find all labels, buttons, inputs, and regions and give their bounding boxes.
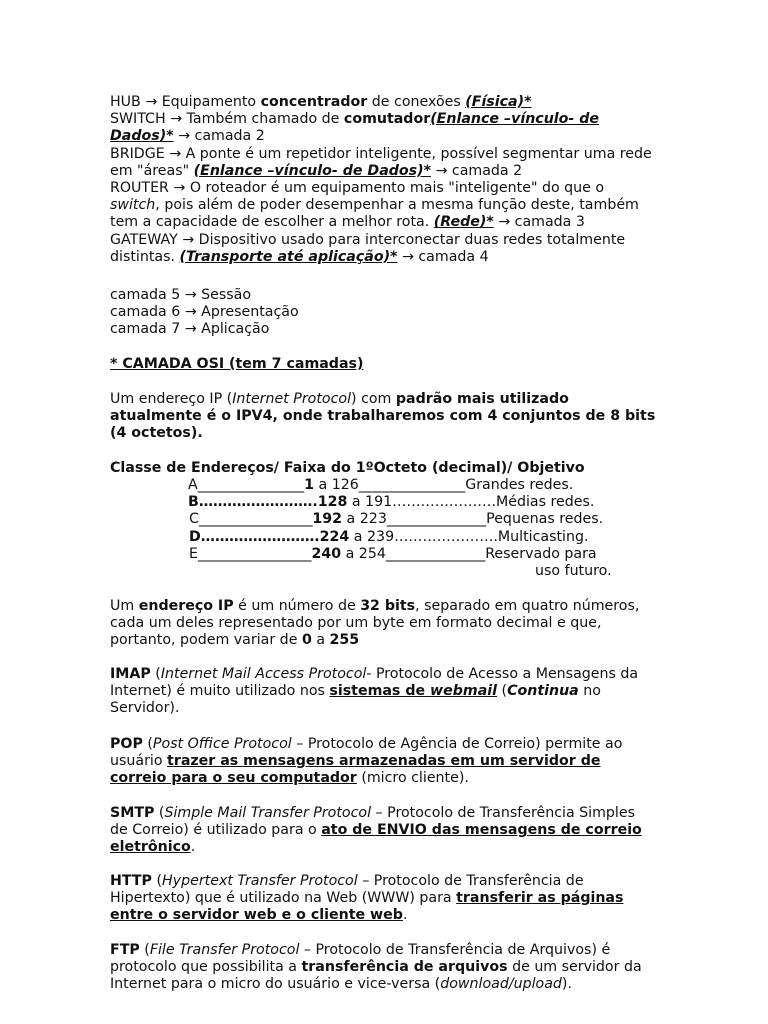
bridge-desc2: em "áreas" <box>110 162 194 179</box>
switch-term: SWITCH <box>110 111 166 128</box>
http-name: HTTP <box>110 873 152 889</box>
gateway-desc: Dispositivo usado para interconectar duas redes totalmente <box>194 231 626 248</box>
bridge-term: BRIDGE <box>110 145 165 162</box>
imap-p1: ( <box>150 666 161 682</box>
pop-italic: Post Office Protocol <box>152 736 292 752</box>
ip-intro-bold2: atualmente é o IPV4, onde trabalharemos com 4 conjuntos de 8 bits <box>110 408 656 425</box>
ftp-b1: transferência de arquivos <box>301 959 508 976</box>
hub-desc: Equipamento <box>157 94 261 110</box>
gateway-line <box>110 232 625 249</box>
imap-name: IMAP <box>110 666 151 682</box>
router-tail: → camada 3 <box>493 214 585 231</box>
ftp-l2b: de um servidor da <box>507 959 642 976</box>
class-row-d <box>189 529 589 546</box>
router-line3 <box>110 214 585 231</box>
class-range: a 223______________ <box>342 511 487 528</box>
class-start: 224 <box>319 528 350 545</box>
class-start: 192 <box>312 511 343 528</box>
smtp-u1: ato de ENVIO das mensagens de correio <box>321 822 642 839</box>
imap-p2: Protocolo de Acesso a Mensagens da <box>371 666 639 682</box>
router-desc2: , pois além de poder desempenhar a mesma função deste, também <box>155 197 639 214</box>
class-goal: Reservado para <box>485 545 597 562</box>
class-range: a 191…………………. <box>347 494 496 511</box>
ip-intro-pre: Um endereço IP ( <box>110 391 233 407</box>
pop-name: POP <box>110 736 143 752</box>
ip-def-h: a <box>311 632 330 649</box>
smtp-u2: eletrônico <box>110 839 191 856</box>
router-term: ROUTER <box>110 180 169 196</box>
class-row-a <box>188 477 573 494</box>
arrow-icon: → <box>145 94 158 110</box>
osi-note-text: * CAMADA OSI (tem 7 camadas) <box>110 356 364 372</box>
ip-intro-bold3: (4 octetos). <box>110 425 203 442</box>
ip-def-b: endereço IP <box>138 598 234 614</box>
class-goal: Grandes redes. <box>465 477 574 493</box>
http-u1: transferir as páginas <box>456 890 624 907</box>
hub-term: HUB <box>110 94 141 110</box>
ftp-p1: ( <box>139 942 150 958</box>
imap-u2: webmail <box>430 683 498 700</box>
ip-def-e: , separado em quatro números, <box>415 598 640 614</box>
gateway-line2 <box>110 249 489 266</box>
class-label: E________________ <box>189 545 312 562</box>
switch-line2 <box>110 128 265 145</box>
switch-layer-b: Dados)* <box>110 128 174 145</box>
ip-def-g: 0 <box>301 632 312 649</box>
http-italic: Hypertext Transfer Protocol <box>162 873 358 889</box>
ip-def-line2: cada um deles representado por um byte em formato decimal e que, <box>110 615 602 632</box>
pop-u1: trazer as mensagens armazenadas em um servidor de <box>167 753 601 770</box>
router-line <box>110 180 604 197</box>
ip-def-i: 255 <box>329 632 360 649</box>
imap-u1: sistemas de <box>329 683 431 700</box>
smtp-italic: Simple Mail Transfer Protocol <box>164 805 372 821</box>
http-l3b: . <box>402 907 408 924</box>
smtp-l2a: de Correio) é utilizado para o <box>110 822 322 839</box>
class-goal: Pequenas redes. <box>486 511 604 528</box>
bridge-line <box>110 146 652 163</box>
layer-6: camada 6 → Apresentação <box>110 304 299 321</box>
layer-7: camada 7 → Aplicação <box>110 321 270 338</box>
ip-def-d: 32 bits <box>360 598 416 614</box>
router-italic: switch <box>110 197 156 214</box>
gateway-desc2: distintas. <box>110 248 180 265</box>
arrow-icon: → <box>173 180 186 196</box>
imap-l3: Servidor). <box>110 700 180 717</box>
http-l2a: Hipertexto) que é utilizado na Web (WWW) para <box>110 890 457 907</box>
ftp-italic: File Transfer Protocol <box>149 942 300 958</box>
imap-italic: Internet Mail Access Protocol- <box>160 666 372 682</box>
imap-it2: Continua <box>507 683 579 700</box>
ftp-l3a: Internet para o micro do usuário e vice-versa ( <box>110 976 441 993</box>
smtp-p1: ( <box>154 805 165 821</box>
pop-l2a: usuário <box>110 753 168 770</box>
imap-l2a: Internet) é muito utilizado nos <box>110 683 330 700</box>
class-row-e <box>189 546 597 563</box>
imap-l2c: no <box>578 683 601 700</box>
smtp-p2: – Protocolo de Transferência Simples <box>371 805 635 821</box>
pop-p1: ( <box>142 736 153 752</box>
class-heading-text: Classe de Endereços/ Faixa do 1ºOcteto (decimal)/ Objetivo <box>110 460 585 476</box>
router-desc3: tem a capacidade de escolher a melhor rota. <box>110 214 434 231</box>
bridge-layer: (Enlance –vínculo- de Dados)* <box>193 162 432 179</box>
ftp-l2a: protocolo que possibilita a <box>110 959 302 976</box>
class-start: 1 <box>304 477 314 493</box>
bridge-line2 <box>110 163 522 180</box>
switch-desc: Também chamado de <box>182 111 344 128</box>
class-range: a 126_______________ <box>314 477 466 493</box>
class-start: 128 <box>317 494 348 511</box>
pop-u2: correio para o seu computador <box>110 770 357 787</box>
gateway-tail: → camada 4 <box>397 248 489 265</box>
ftp-l3b: ). <box>561 976 572 993</box>
ip-intro-italic: Internet Protocol <box>232 391 352 407</box>
switch-tail: → camada 2 <box>173 128 265 145</box>
ftp-name: FTP <box>110 942 140 958</box>
ip-def-f: portanto, podem variar de <box>110 632 302 649</box>
pop-p2: – Protocolo de Agência de Correio) permite ao <box>291 736 623 752</box>
class-label: D……………………. <box>189 528 320 545</box>
imap-l2b: ( <box>497 683 508 700</box>
router-line2 <box>110 197 639 214</box>
class-goal: Multicasting. <box>497 528 589 545</box>
smtp-name: SMTP <box>110 805 155 821</box>
arrow-icon: → <box>169 145 182 162</box>
ip-intro-bold1: padrão mais utilizado <box>395 391 569 407</box>
switch-line <box>110 111 599 128</box>
hub-layer: (Física)* <box>465 94 532 110</box>
arrow-icon: → <box>170 111 183 128</box>
http-p1: ( <box>151 873 163 889</box>
http-u2: entre o servidor web e o cliente web <box>110 907 403 924</box>
class-label: A_______________ <box>188 477 305 493</box>
switch-bold: comutador <box>343 111 431 128</box>
ftp-it2: download/upload <box>440 976 562 993</box>
ip-intro-line1 <box>110 391 569 408</box>
ftp-p2: – Protocolo de Transferência de Arquivos) é <box>299 942 611 958</box>
hub-line <box>110 94 532 111</box>
class-goal: Médias redes. <box>495 494 595 511</box>
class-range: a 254______________ <box>341 545 486 562</box>
http-p2: – Protocolo de Transferência de <box>357 873 584 889</box>
smtp-l3b: . <box>190 839 196 856</box>
class-row-b <box>188 494 594 511</box>
layer-5: camada 5 → Sessão <box>110 287 252 303</box>
hub-desc2: de conexões <box>367 94 466 110</box>
arrow-icon: → <box>182 231 195 248</box>
ip-intro-mid: ) com <box>351 391 396 407</box>
bridge-tail: → camada 2 <box>431 162 523 179</box>
class-range: a 239…………………. <box>349 528 498 545</box>
gateway-term: GATEWAY <box>110 231 178 248</box>
gateway-layer: (Transporte até aplicação)* <box>179 248 398 265</box>
ip-def-c: é um número de <box>233 598 361 614</box>
ip-def-a: Um <box>110 598 139 614</box>
switch-layer-a: (Enlance –vínculo- de <box>430 111 600 128</box>
router-layer: (Rede)* <box>433 214 494 231</box>
bridge-desc: A ponte é um repetidor inteligente, possível segmentar uma rede <box>181 145 652 162</box>
pop-l3b: (micro cliente). <box>356 770 469 787</box>
class-label: B……………………. <box>188 494 318 511</box>
router-desc: O roteador é um equipamento mais "inteligente" do que o <box>185 180 605 196</box>
class-row-e-goal2 <box>535 563 612 580</box>
hub-bold: concentrador <box>260 94 368 110</box>
class-row-c <box>189 511 603 528</box>
class-start: 240 <box>311 545 342 562</box>
class-label: C________________ <box>189 511 313 528</box>
class-goal2: uso futuro. <box>535 563 612 579</box>
